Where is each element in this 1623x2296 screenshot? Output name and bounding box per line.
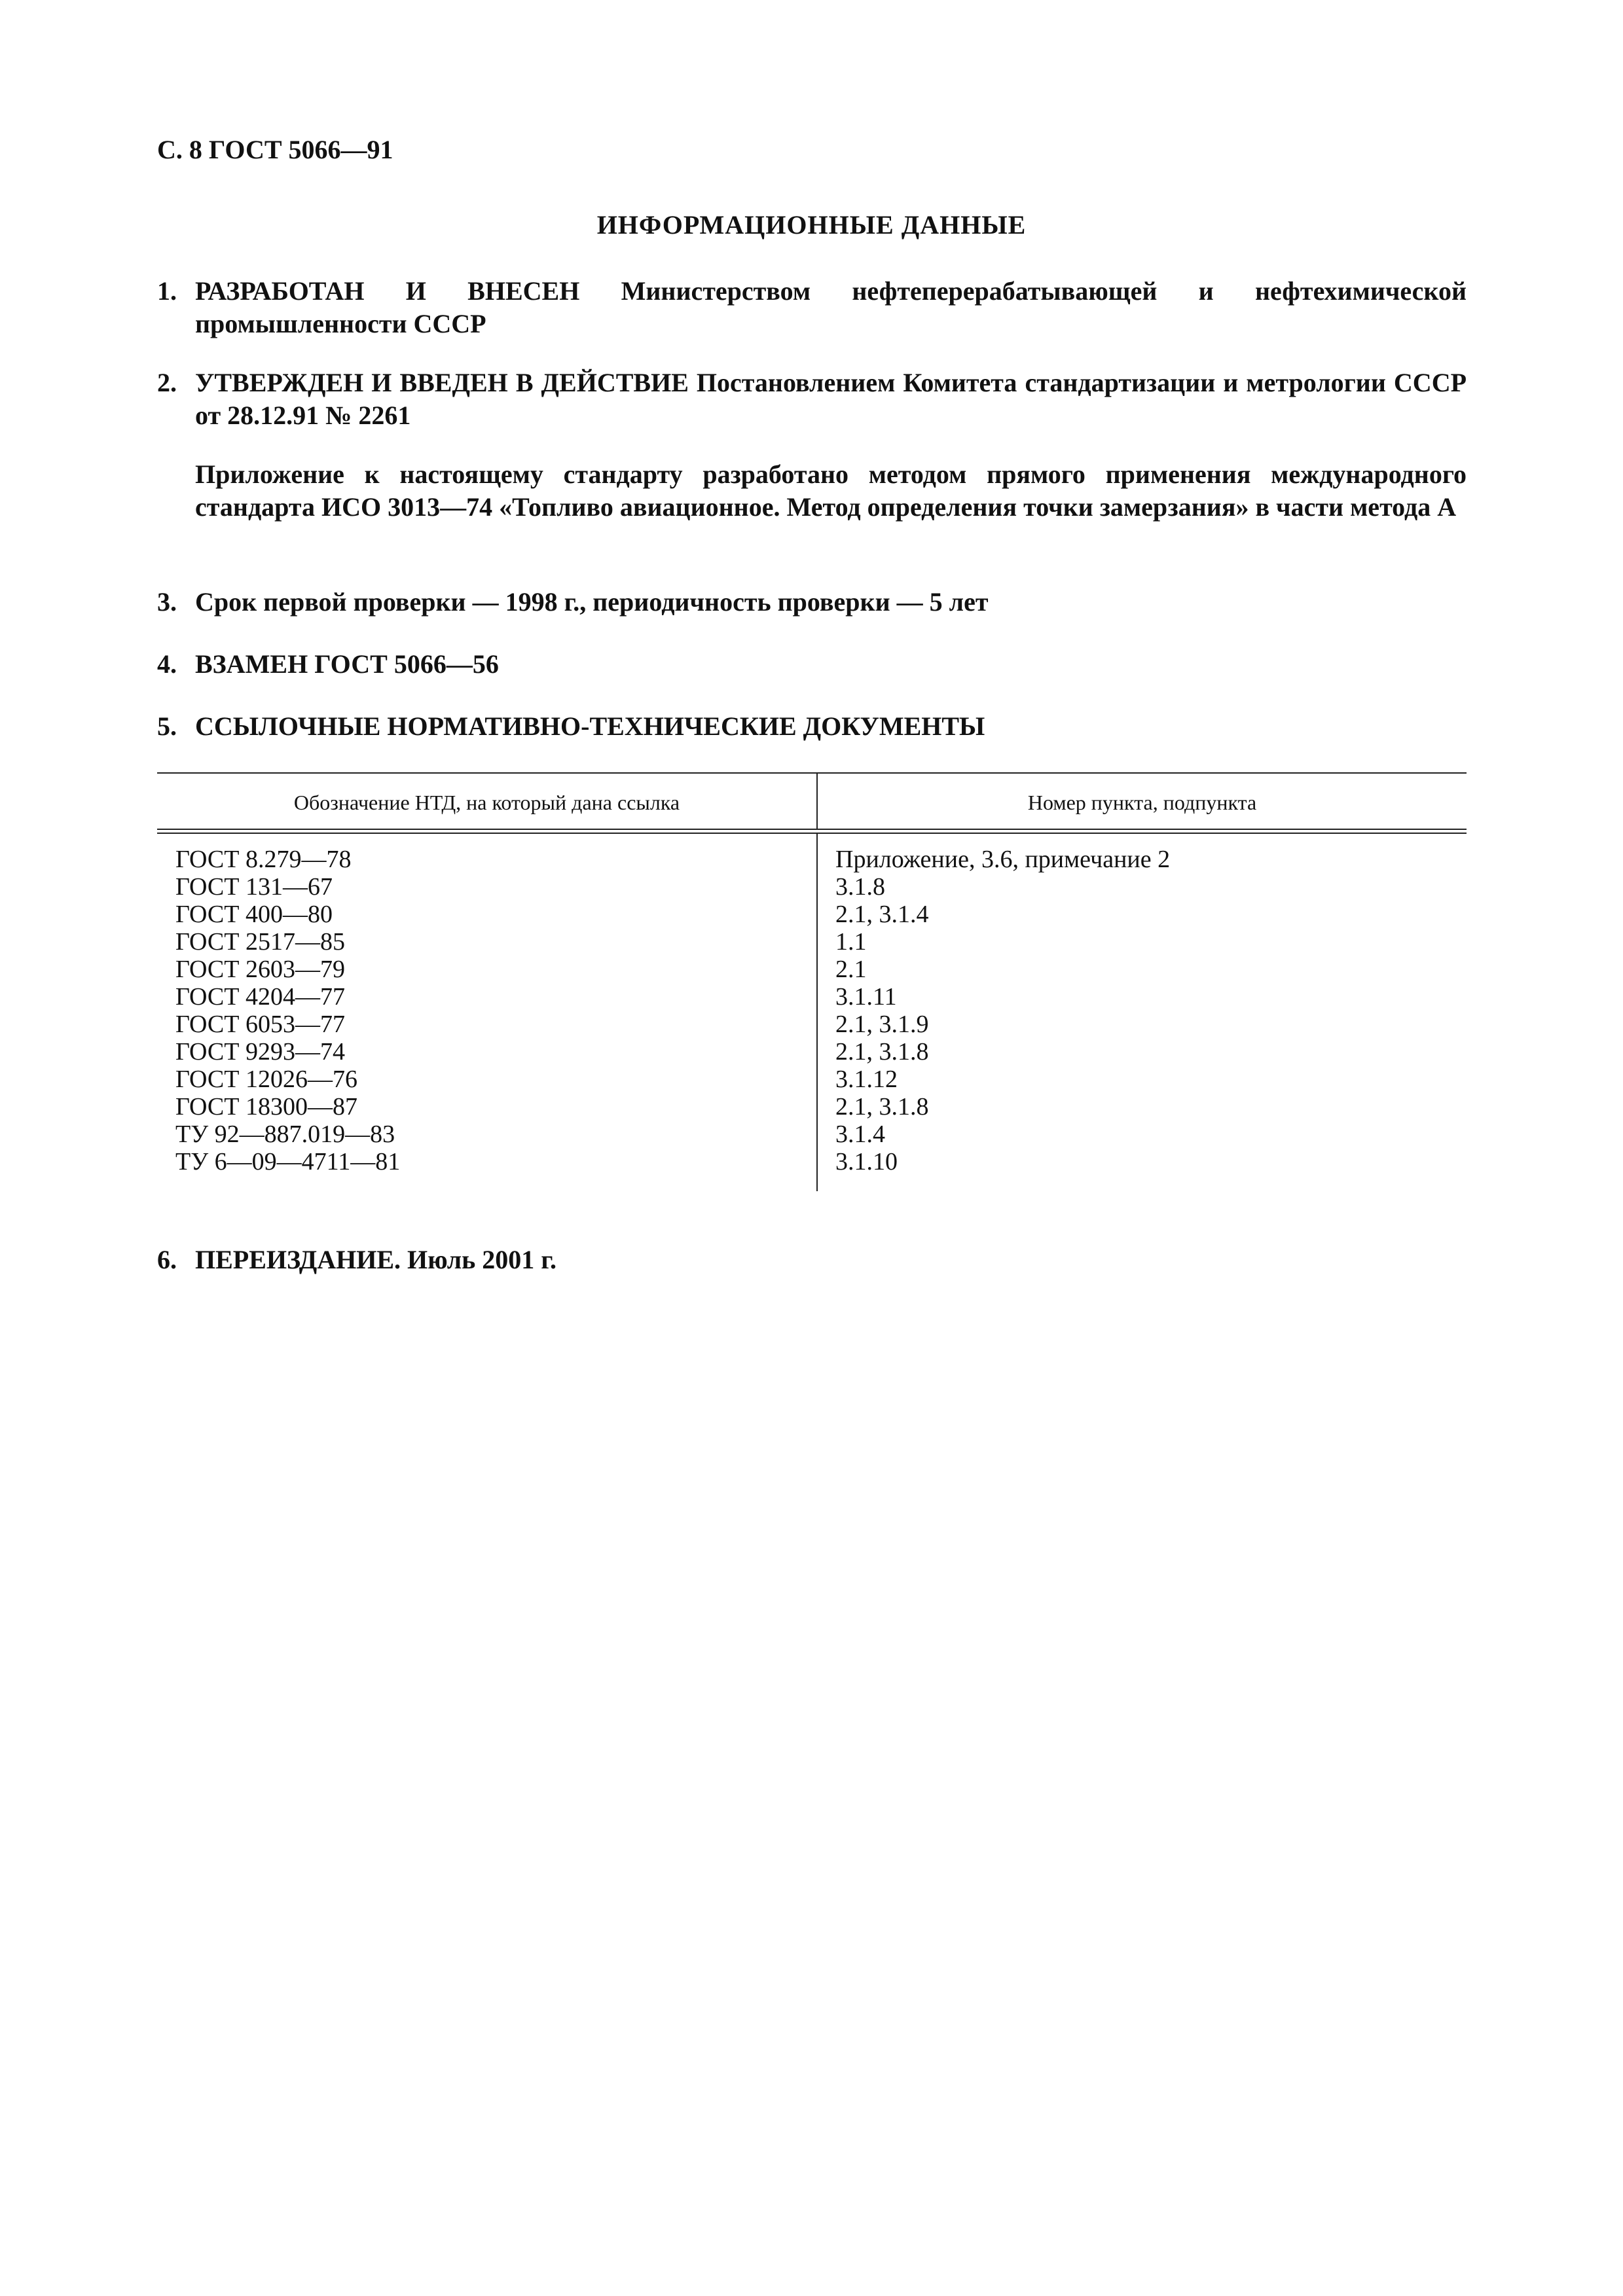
table-cell-clause: 2.1, 3.1.8 bbox=[835, 1038, 929, 1066]
item-lead: УТВЕРЖДЕН И ВВЕДЕН В ДЕЙСТВИЕ bbox=[195, 368, 689, 397]
table-header-rule bbox=[157, 829, 1467, 830]
table-cell-ntd: ГОСТ 4204—77 bbox=[175, 983, 345, 1011]
table-cell-clause: 2.1, 3.1.4 bbox=[835, 901, 929, 928]
table-header-rule-2 bbox=[157, 833, 1467, 834]
table-cell-ntd: ГОСТ 131—67 bbox=[175, 873, 333, 901]
item-lead: ССЫЛОЧНЫЕ НОРМАТИВНО-ТЕХНИЧЕСКИЕ ДОКУМЕНТЫ bbox=[195, 711, 985, 741]
table-cell-clause: 3.1.11 bbox=[835, 983, 897, 1011]
table-cell-clause: 3.1.8 bbox=[835, 873, 885, 901]
item-3 bbox=[157, 586, 1467, 619]
item-2 bbox=[157, 367, 1467, 432]
table-cell-ntd: ГОСТ 12026—76 bbox=[175, 1066, 357, 1093]
table-cell-ntd: ГОСТ 2603—79 bbox=[175, 956, 345, 983]
table-cell-clause: Приложение, 3.6, примечание 2 bbox=[835, 846, 1171, 873]
document-title: ИНФОРМАЦИОННЫЕ ДАННЫЕ bbox=[596, 210, 1027, 240]
item-lead: ПЕРЕИЗДАНИЕ. bbox=[195, 1245, 401, 1274]
table-cell-ntd: ГОСТ 9293—74 bbox=[175, 1038, 345, 1066]
item-number: 6. bbox=[157, 1245, 177, 1274]
table-cell-ntd: ГОСТ 6053—77 bbox=[175, 1011, 345, 1038]
item-5 bbox=[157, 710, 1467, 743]
table-cell-ntd: ГОСТ 18300—87 bbox=[175, 1093, 357, 1121]
table-cell-ntd: ТУ 6—09—4711—81 bbox=[175, 1148, 401, 1175]
item-number: 1. bbox=[157, 276, 177, 306]
table-cell-clause: 1.1 bbox=[835, 928, 867, 956]
table-cell-ntd: ГОСТ 2517—85 bbox=[175, 928, 345, 956]
item-1 bbox=[157, 275, 1467, 340]
item-lead: ВЗАМЕН ГОСТ 5066—56 bbox=[195, 649, 499, 679]
column-header-ntd: Обозначение НТД, на который дана ссылка bbox=[293, 791, 680, 814]
table-cell-ntd: ТУ 92—887.019—83 bbox=[175, 1121, 395, 1148]
table-top-rule bbox=[157, 772, 1467, 774]
table-cell-clause: 3.1.12 bbox=[835, 1066, 898, 1093]
table-cell-clause: 2.1 bbox=[835, 956, 867, 983]
item-text: Постановлением Комитета стандартизации и метрологии СССР от 28.12.91 № 2261 bbox=[195, 368, 1467, 430]
table-cell-ntd: ГОСТ 8.279—78 bbox=[175, 846, 352, 873]
item-number: 4. bbox=[157, 649, 177, 679]
column-header-clause: Номер пункта, подпункта bbox=[1027, 791, 1257, 814]
item-text: Срок первой проверки — 1998 г., периодичность проверки — 5 лет bbox=[195, 587, 989, 617]
appendix-note: Приложение к настоящему стандарту разработано методом прямого применения международного стандарта ИСО 3013—74 «Топливо авиационное. Метод определения точки замерзания» в части метода А bbox=[195, 459, 1467, 522]
item-number: 2. bbox=[157, 368, 177, 397]
page-header: С. 8 ГОСТ 5066—91 bbox=[157, 135, 393, 164]
table-cell-clause: 3.1.4 bbox=[835, 1121, 885, 1148]
table-cell-clause: 3.1.10 bbox=[835, 1148, 898, 1175]
table-cell-clause: 2.1, 3.1.8 bbox=[835, 1093, 929, 1121]
item-number: 3. bbox=[157, 587, 177, 617]
table-cell-ntd: ГОСТ 400—80 bbox=[175, 901, 333, 928]
item-text: Министерством нефтеперерабатывающей и нефтехимической промышленности СССР bbox=[195, 276, 1467, 338]
item-text: Июль 2001 г. bbox=[407, 1245, 556, 1274]
table-body-divider bbox=[816, 833, 818, 1191]
table-cell-clause: 2.1, 3.1.9 bbox=[835, 1011, 929, 1038]
item-number: 5. bbox=[157, 711, 177, 741]
item-4 bbox=[157, 648, 1467, 681]
item-lead: РАЗРАБОТАН И ВНЕСЕН bbox=[195, 276, 580, 306]
item-6 bbox=[157, 1244, 1467, 1276]
